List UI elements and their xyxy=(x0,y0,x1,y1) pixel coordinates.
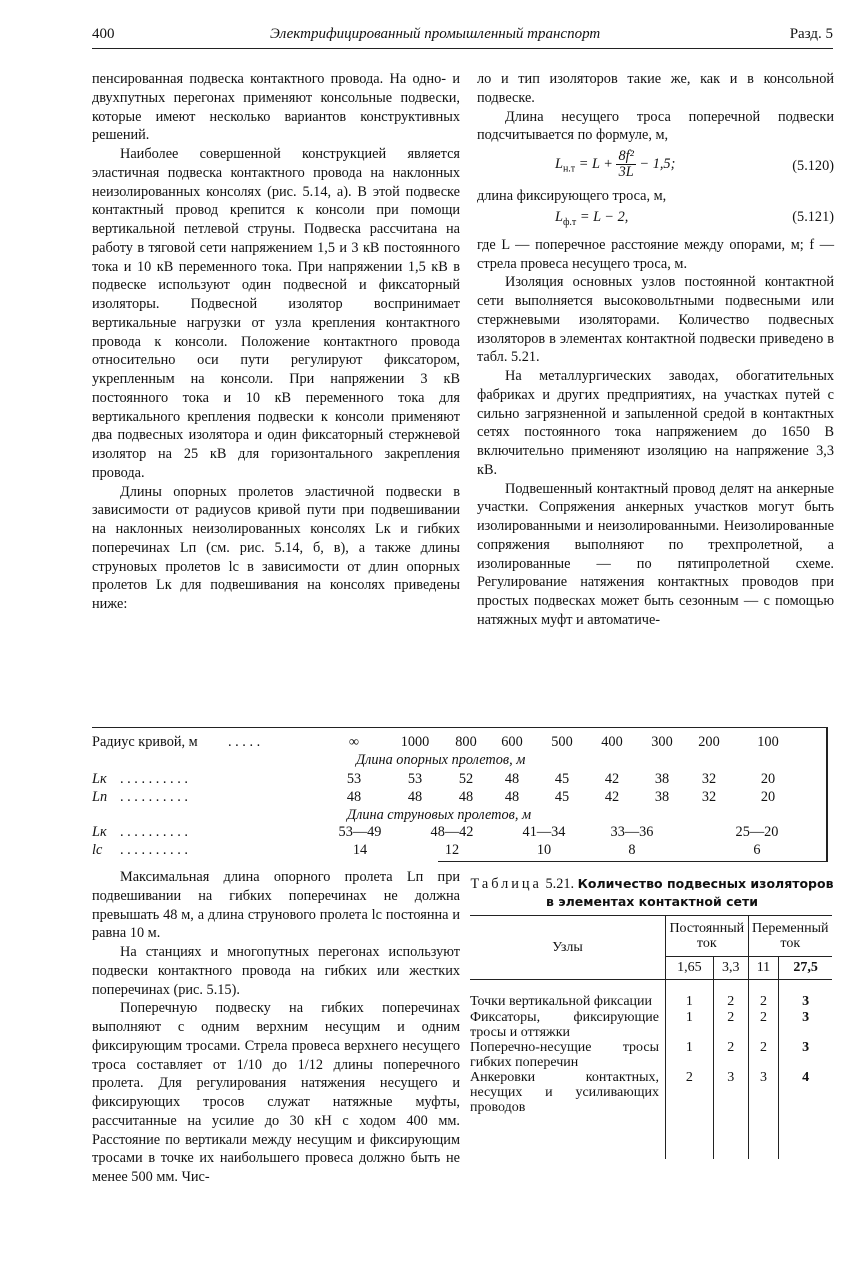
paragraph: Максимальная длина опорного пролета Lп при подвешивании на гибких поперечинах не должна превышать 48 м, а длина струнового пролета lс постоянна и равна 10 м. xyxy=(92,869,460,942)
insulator-count: 1 xyxy=(666,1010,714,1040)
insulator-count: 1 xyxy=(666,1040,714,1070)
string-span-value: 33—36 xyxy=(610,824,654,840)
radius-value: 500 xyxy=(551,734,573,750)
radius-value: 400 xyxy=(601,734,623,750)
table-row xyxy=(470,1010,832,1040)
formula-5-120 xyxy=(477,145,834,187)
equation-number: (5.121) xyxy=(792,208,834,225)
formula-tail: − 1,5; xyxy=(635,155,676,172)
table-5-21-caption xyxy=(470,875,834,911)
span-value: 53 xyxy=(407,771,423,787)
radius-value: 800 xyxy=(455,734,477,750)
insulator-count: 3 xyxy=(748,1070,779,1159)
radius-value: 100 xyxy=(757,734,779,750)
span-value: 20 xyxy=(760,789,776,805)
span-value: 45 xyxy=(554,771,570,787)
span-value: 48 xyxy=(458,789,474,805)
row-label: Lп xyxy=(92,789,108,805)
caption-prefix: Таблица xyxy=(470,876,542,892)
paragraph: длина фиксирующего троса, м, xyxy=(477,188,667,204)
row-label: Lк xyxy=(92,771,107,787)
leader-dots: . . . . . xyxy=(228,734,261,750)
span-value: 42 xyxy=(604,789,620,805)
insulator-count: 2 xyxy=(748,1010,779,1040)
insulator-count: 2 xyxy=(713,1040,748,1070)
paragraph: Длина несущего троса поперечной подвески подсчитывается по формуле, м, xyxy=(477,108,834,144)
insulator-count: 2 xyxy=(713,980,748,1011)
insulator-count: 1 xyxy=(666,980,714,1011)
section-label: Разд. 5 xyxy=(789,26,833,42)
col-voltage: 11 xyxy=(748,957,779,980)
span-value: 48 xyxy=(504,771,520,787)
string-span-value: 8 xyxy=(628,842,636,858)
paragraph: где L — поперечное расстояние между опорами, м; f — стрела провеса несущего троса, м. xyxy=(477,236,834,272)
string-span-value: 53—49 xyxy=(338,824,382,840)
table-row xyxy=(470,980,832,1011)
caption-number: 5.21. xyxy=(545,876,575,892)
insulator-count: 3 xyxy=(713,1070,748,1159)
formula-expression xyxy=(555,149,675,180)
radius-value: 300 xyxy=(651,734,673,750)
insulator-count: 2 xyxy=(713,1010,748,1040)
span-value: 48 xyxy=(407,789,423,805)
fraction-denominator: 3L xyxy=(618,164,634,180)
formula-rhs: = L − 2, xyxy=(576,208,629,225)
radius-value: 600 xyxy=(501,734,523,750)
leader-dots: . . . . . . . . . . xyxy=(120,842,188,858)
span-value: 52 xyxy=(458,771,474,787)
col-group-dc: Постоянный ток xyxy=(666,916,749,957)
table-row xyxy=(470,1070,832,1159)
paragraph: Наиболее совершенной конструкцией является эластичная подвеска контактного провода на наклонных неизолированных консолях (рис. 5.14, а). В этой подвеске контактный провод крепится к консоли при помощи вертикальной петлевой струны. Подвеска рассчитана на работу в тяговой сети напряжением 1,5 и 3 кВ постоянного тока и 10 кВ переменного тока. При напряжении 1,5 кВ в подвеске используют один подвесной и фиксаторный изоляторы. Подвесной изолятор воспринимает вертикальные нагрузки от узла крепления контактного провода к консоли. Положение контактного провода относительно оси пути регулируют фиксатором, укрепленным на консоли. При напряжении 3 кВ постоянного тока и 10 кВ переменного тока для вертикального крепления подвески к консоли применяют два подвесных изолятора и один фиксаторный стержневой изолятор на 25 кВ для горизонтального закрепления провода. xyxy=(92,146,460,481)
paragraph: Подвешенный контактный провод делят на анкерные участки. Сопряжения анкерных участков могут быть изолированными и неизолированными. Неизолированные сопряжения выполняют по трехпролетной, а изолированные — по пятипролетной схеме. Регулирование натяжения контактных проводов при простых подвесках может быть сезонным — с помощью натяжных муфт и автоматиче- xyxy=(477,480,834,628)
paragraph: Поперечную подвеску на гибких поперечинах выполняют с одним верхним несущим и одним фиксирующим тросами. Стрела провеса верхнего несущего троса составляет от 1/10 до 1/12 длины поперечного пролета. Для регулирования натяжения несущего и фиксирующих тросов служат натяжные муфты, рассчитанные на усилие до 30 кН с ходом 400 мм. Расстояние по вертикали между несущим и фиксирующим тросами в точке их наибольшего провеса должно быть не менее 500 мм. Чис- xyxy=(92,1000,460,1185)
leader-dots: . . . . . . . . . . xyxy=(120,771,188,787)
span-value: 38 xyxy=(654,771,670,787)
leader-dots: . . . . . . . . . . xyxy=(120,824,188,840)
span-value: 45 xyxy=(554,789,570,805)
left-column xyxy=(92,70,460,614)
insulator-count: 4 xyxy=(779,1070,832,1159)
span-value: 32 xyxy=(701,789,717,805)
span-value: 42 xyxy=(604,771,620,787)
table-row xyxy=(470,1040,832,1070)
span-value: 20 xyxy=(760,771,776,787)
formula-mid: = L + xyxy=(575,155,617,172)
span-lengths-table xyxy=(92,727,828,863)
span-value: 32 xyxy=(701,771,717,787)
string-span-value: 14 xyxy=(352,842,368,858)
paragraph: На металлургических заводах, обогатительных фабриках и других предприятиях, на участках путей с сильно загрязненной и запыленной средой в контактных сетях постоянного тока напряжением до 1650 В включительно применяют изоляцию на напряжение 3,3 кВ. xyxy=(477,368,834,478)
paragraph: Изоляция основных узлов постоянной контактной сети выполняется высоковольтными подвесными или стержневыми изоляторами. Количество подвесных изоляторов в элементах контактной подвески приведено в табл. 5.21. xyxy=(477,274,834,366)
fraction-numerator: 8f² xyxy=(618,148,634,164)
formula-lhs: L xyxy=(555,208,563,225)
formula-lhs-subscript: н.т xyxy=(562,163,576,175)
left-column-continued xyxy=(92,868,460,1187)
row-label: Lк xyxy=(92,824,107,840)
insulator-count: 3 xyxy=(779,1010,832,1040)
col-group-ac: Переменный ток xyxy=(748,916,832,957)
equation-number: (5.120) xyxy=(792,158,834,174)
radius-value: ∞ xyxy=(348,734,360,750)
paragraph: На станциях и многопутных перегонах используют подвески контактного провода на гибких или жестких поперечинах (рис. 5.15). xyxy=(92,944,460,998)
col-header-nodes: Узлы xyxy=(552,939,583,955)
string-span-value: 48—42 xyxy=(430,824,474,840)
span-value: 48 xyxy=(346,789,362,805)
formula-fraction xyxy=(616,149,635,180)
string-span-value: 25—20 xyxy=(735,824,779,840)
insulator-count: 3 xyxy=(779,980,832,1011)
leader-dots: . . . . . . . . . . xyxy=(120,789,188,805)
insulator-count: 2 xyxy=(666,1070,714,1159)
span-value: 48 xyxy=(504,789,520,805)
col-voltage: 3,3 xyxy=(713,957,748,980)
string-span-value: 10 xyxy=(536,842,552,858)
node-name: Фиксаторы, фиксирующие тросы и оттяжки xyxy=(470,1010,659,1040)
string-span-value: 41—34 xyxy=(522,824,566,840)
running-title: Электрифицированный промышленный транспорт xyxy=(270,26,601,42)
formula-5-121 xyxy=(477,206,834,230)
span-value: 53 xyxy=(346,771,362,787)
paragraph: Длины опорных пролетов эластичной подвески в зависимости от радиусов кривой пути при подвешивании на наклонных неизолированных консолях Lк и гибких поперечинах Lп (см. рис. 5.14, б, в), а также длины струновых пролетов lс в зависимости от длин опорных пролетов Lк для подвешивания на консолях приведены ниже: xyxy=(92,483,460,612)
node-name: Анкеровки контактных, несущих и усиливающих проводов xyxy=(470,1070,659,1115)
paragraph: ло и тип изоляторов такие же, как и в консольной подвеске. xyxy=(477,71,834,106)
radius-label: Радиус кривой, м xyxy=(92,734,198,750)
formula-expression xyxy=(555,208,628,233)
col-voltage: 1,65 xyxy=(666,957,714,980)
col-voltage: 27,5 xyxy=(779,957,832,980)
support-spans-heading: Длина опорных пролетов, м xyxy=(356,752,526,768)
insulator-count: 2 xyxy=(748,980,779,1011)
page-number: 400 xyxy=(92,26,115,42)
radius-value: 200 xyxy=(698,734,720,750)
insulator-count: 2 xyxy=(748,1040,779,1070)
string-spans-heading: Длина струновых пролетов, м xyxy=(347,807,532,823)
span-value: 38 xyxy=(654,789,670,805)
string-span-value: 6 xyxy=(753,842,761,858)
paragraph: пенсированная подвеска контактного провода. На одно- и двухпутных перегонах применяют консольные подвески, которые имеют несколько вариантов конструктивных решений. xyxy=(92,71,460,144)
table-body xyxy=(470,980,832,1160)
node-name: Поперечно-несущие тросы гибких поперечин xyxy=(470,1040,659,1070)
right-column xyxy=(477,70,834,630)
row-label: lс xyxy=(92,842,103,858)
table-5-21 xyxy=(470,915,832,1159)
formula-lhs: L xyxy=(555,155,563,172)
string-span-value: 12 xyxy=(444,842,460,858)
running-header xyxy=(92,26,833,49)
caption-title: Количество подвесных изоляторов в элементах контактной сети xyxy=(545,876,834,909)
radius-value: 1000 xyxy=(400,734,430,750)
node-name: Точки вертикальной фиксации xyxy=(470,994,653,1009)
formula-lhs-subscript: ф.т xyxy=(562,216,577,228)
insulator-count: 3 xyxy=(779,1040,832,1070)
